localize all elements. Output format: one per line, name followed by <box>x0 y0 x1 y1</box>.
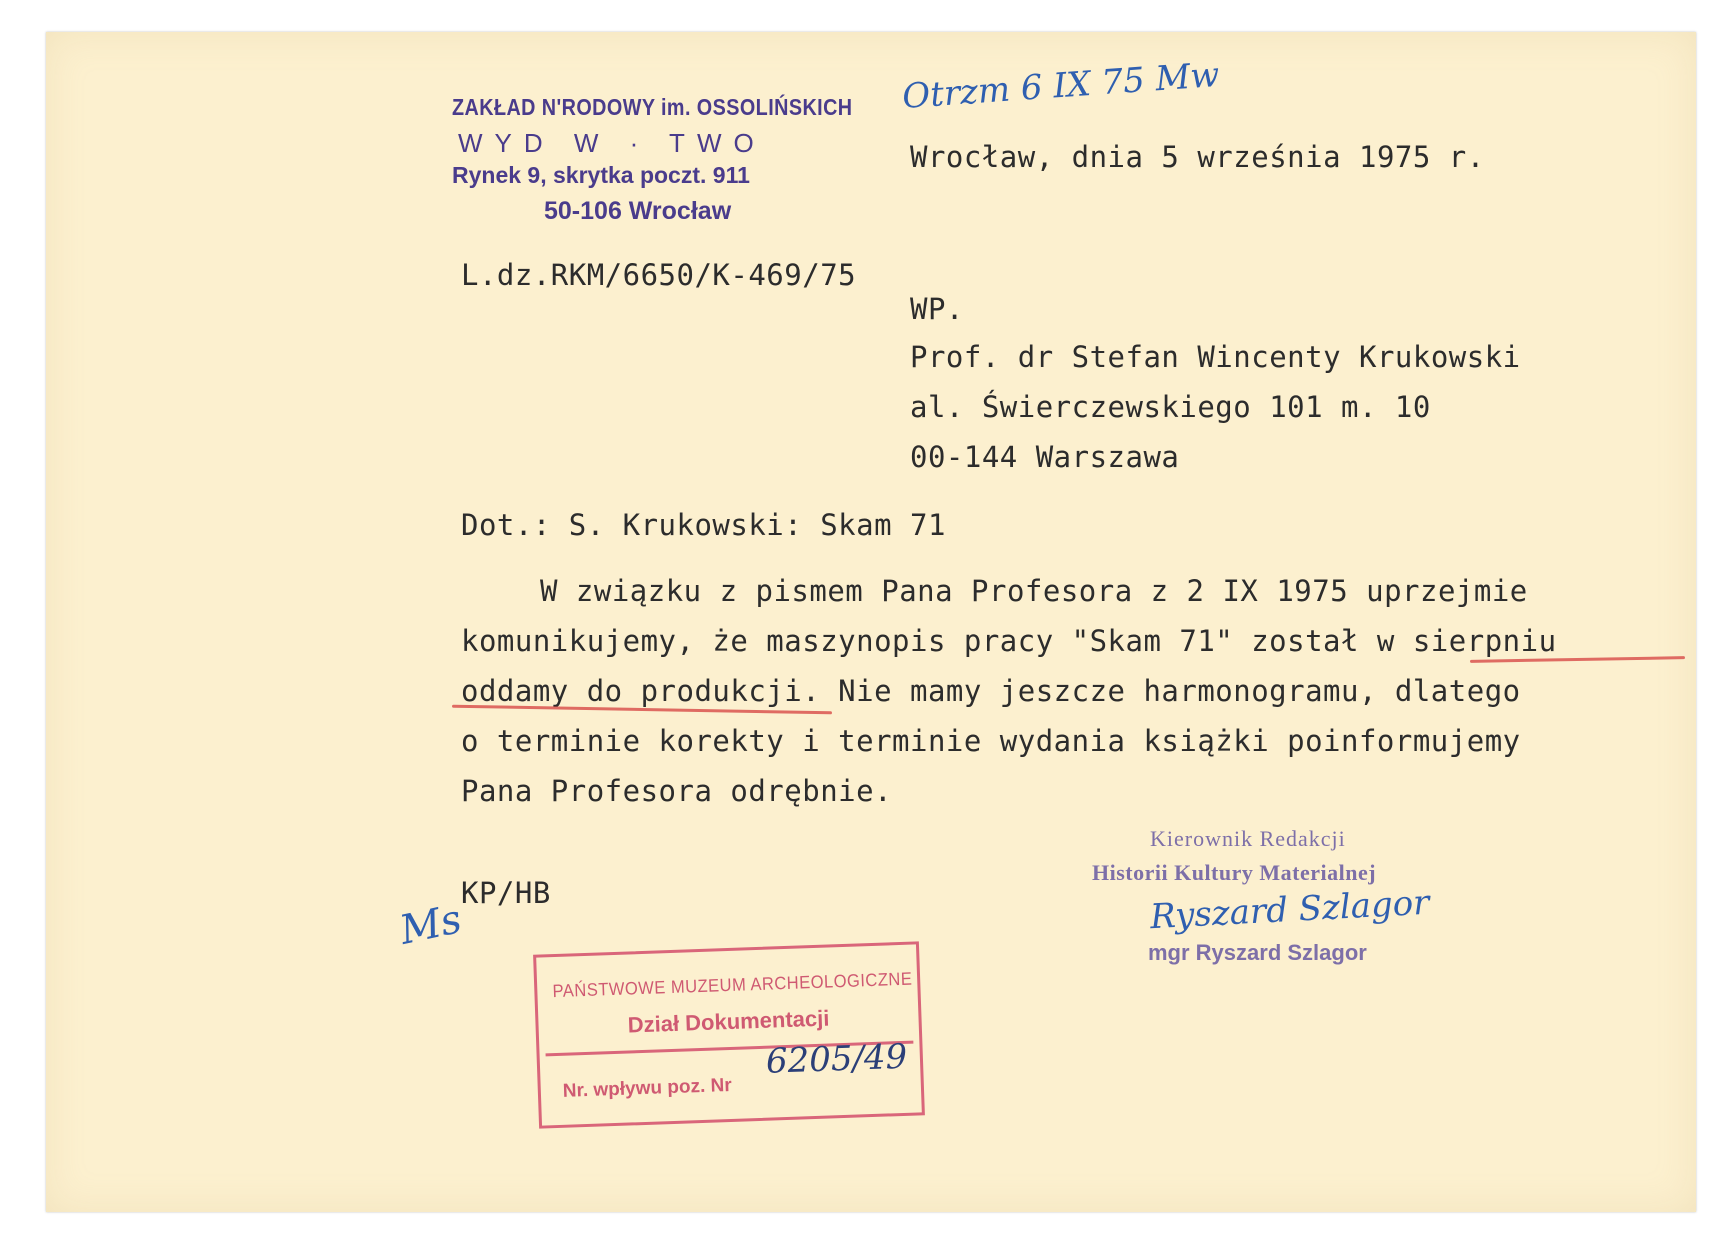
museum-stamp-line3: Nr. wpływu poz. Nr <box>562 1074 733 1102</box>
body-line-4: o terminie korekty i terminie wydania książki poinformujemy <box>461 724 1521 758</box>
museum-stamp-line2: Dział Dokumentacji <box>627 1005 830 1038</box>
editor-stamp-line2: Historii Kultury Materialnej <box>1092 860 1377 885</box>
recipient-salutation: WP. <box>910 292 964 326</box>
recipient-name: Prof. dr Stefan Wincenty Krukowski <box>910 340 1521 374</box>
publisher-stamp-line1: ZAKŁAD N'RODOWY im. OSSOLIŃSKICH <box>452 94 853 120</box>
museum-stamp-number: 6205/49 <box>765 1036 908 1082</box>
body-line-3: oddamy do produkcji. Nie mamy jeszcze harmonogramu, dlatego <box>461 674 1521 708</box>
publisher-stamp-line3: Rynek 9, skrytka poczt. 911 <box>452 162 750 188</box>
museum-registration-stamp <box>533 941 925 1128</box>
museum-stamp-line1: PAŃSTWOWE MUZEUM ARCHEOLOGICZNE <box>552 968 913 1002</box>
reference-number: L.dz.RKM/6650/K-469/75 <box>461 258 857 292</box>
typist-initials: KP/HB <box>461 876 551 910</box>
body-line-5: Pana Profesora odrębnie. <box>461 774 893 808</box>
recipient-street: al. Świerczewskiego 101 m. 10 <box>910 390 1431 424</box>
handwritten-left-mark: Ms <box>395 896 466 954</box>
editor-stamp-line1: Kierownik Redakcji <box>1150 826 1346 851</box>
body-line-1: W związku z pismem Pana Profesora z 2 IX 1975 uprzejmie <box>540 574 1528 608</box>
date-line: Wrocław, dnia 5 września 1975 r. <box>910 140 1485 174</box>
subject-line: Dot.: S. Krukowski: Skam 71 <box>461 508 946 542</box>
handwritten-receipt-note: Otrzm 6 IX 75 Mw <box>900 54 1221 118</box>
editor-stamp-line3: mgr Ryszard Szlagor <box>1148 940 1367 965</box>
body-line-2: komunikujemy, że maszynopis pracy "Skam 71" został w sierpniu <box>461 624 1557 658</box>
recipient-city: 00-144 Warszawa <box>910 440 1180 474</box>
publisher-stamp-line2: WYD W · TWO <box>458 128 766 158</box>
publisher-stamp-line4: 50-106 Wrocław <box>544 197 732 225</box>
handwritten-signature: Ryszard Szlagor <box>1149 882 1431 938</box>
